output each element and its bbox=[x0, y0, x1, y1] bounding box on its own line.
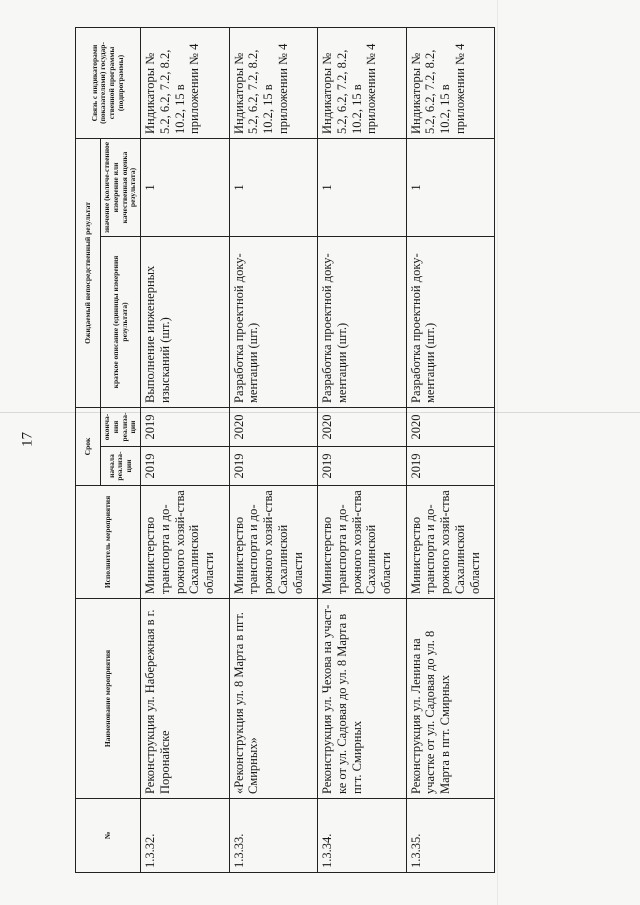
rotated-table-container bbox=[75, 28, 495, 873]
header-result-desc: краткое описание (единицы измерения результата) bbox=[101, 236, 141, 407]
row-link: Индикаторы № 5.2, 6.2, 7.2, 8.2, 10.2, 15 в приложении № 4 bbox=[229, 27, 318, 138]
measures-table bbox=[75, 27, 495, 873]
row-desc: Разработка проектной доку-ментации (шт.) bbox=[229, 236, 318, 407]
row-link: Индикаторы № 5.2, 6.2, 7.2, 8.2, 10.2, 15 в приложении № 4 bbox=[318, 27, 407, 138]
header-result: Ожидаемый непосредственный результат bbox=[76, 138, 101, 407]
header-name: Наименование мероприятия bbox=[76, 599, 141, 799]
row-executor: Министерство транспорта и до-рожного хозяй-ства Сахалинской области bbox=[318, 486, 407, 599]
row-executor: Министерство транспорта и до-рожного хозяй-ства Сахалинской области bbox=[406, 486, 495, 599]
row-executor: Министерство транспорта и до-рожного хозяй-ства Сахалинской области bbox=[229, 486, 318, 599]
row-name: Реконструкция ул. Чехова на участ-ке от ул. Садовая до ул. 8 Марта в пгт. Смирных bbox=[318, 599, 407, 799]
table-row bbox=[229, 27, 318, 872]
row-num: 1.3.34. bbox=[318, 799, 407, 873]
page-number: 17 bbox=[19, 432, 36, 447]
row-end: 2019 bbox=[141, 407, 230, 446]
row-end: 2020 bbox=[229, 407, 318, 446]
row-value: 1 bbox=[141, 138, 230, 236]
header-period: Срок bbox=[76, 407, 101, 485]
row-start: 2019 bbox=[318, 447, 407, 486]
header-result-value: значение (количе-ственное измерение или качественная оценка результата) bbox=[101, 138, 141, 236]
row-link: Индикаторы № 5.2, 6.2, 7.2, 8.2, 10.2, 15 в приложении № 4 bbox=[406, 27, 495, 138]
row-num: 1.3.33. bbox=[229, 799, 318, 873]
scan-fold-vertical bbox=[497, 0, 498, 905]
row-start: 2019 bbox=[229, 447, 318, 486]
row-name: «Реконструкция ул. 8 Марта в пгт. Смирных» bbox=[229, 599, 318, 799]
row-start: 2019 bbox=[406, 447, 495, 486]
table-row bbox=[141, 27, 230, 872]
row-end: 2020 bbox=[406, 407, 495, 446]
row-start: 2019 bbox=[141, 447, 230, 486]
row-value: 1 bbox=[318, 138, 407, 236]
header-link: Связь с индикаторами (показателями) государ-ственной программы (подпрограммы) bbox=[76, 27, 141, 138]
row-num: 1.3.35. bbox=[406, 799, 495, 873]
row-desc: Разработка проектной доку-ментации (шт.) bbox=[406, 236, 495, 407]
row-link: Индикаторы № 5.2, 6.2, 7.2, 8.2, 10.2, 15 в приложении № 4 bbox=[141, 27, 230, 138]
table-row bbox=[406, 27, 495, 872]
header-end: оконча-ния реализа-ции bbox=[101, 407, 141, 446]
row-value: 1 bbox=[229, 138, 318, 236]
row-desc: Разработка проектной доку-ментации (шт.) bbox=[318, 236, 407, 407]
row-desc: Выполнение инженерных изысканий (шт.) bbox=[141, 236, 230, 407]
row-name: Реконструкция ул. Ленина на участке от ул. Садовая до ул. 8 Марта в пгт. Смирных bbox=[406, 599, 495, 799]
header-num: № bbox=[76, 799, 141, 873]
row-value: 1 bbox=[406, 138, 495, 236]
table-row bbox=[318, 27, 407, 872]
header-start: начала реализа-ции bbox=[101, 447, 141, 486]
header-executor: Исполнитель мероприятия bbox=[76, 486, 141, 599]
row-name: Реконструкция ул. Набережная в г. Поронайске bbox=[141, 599, 230, 799]
row-executor: Министерство транспорта и до-рожного хозяй-ства Сахалинской области bbox=[141, 486, 230, 599]
row-num: 1.3.32. bbox=[141, 799, 230, 873]
row-end: 2020 bbox=[318, 407, 407, 446]
